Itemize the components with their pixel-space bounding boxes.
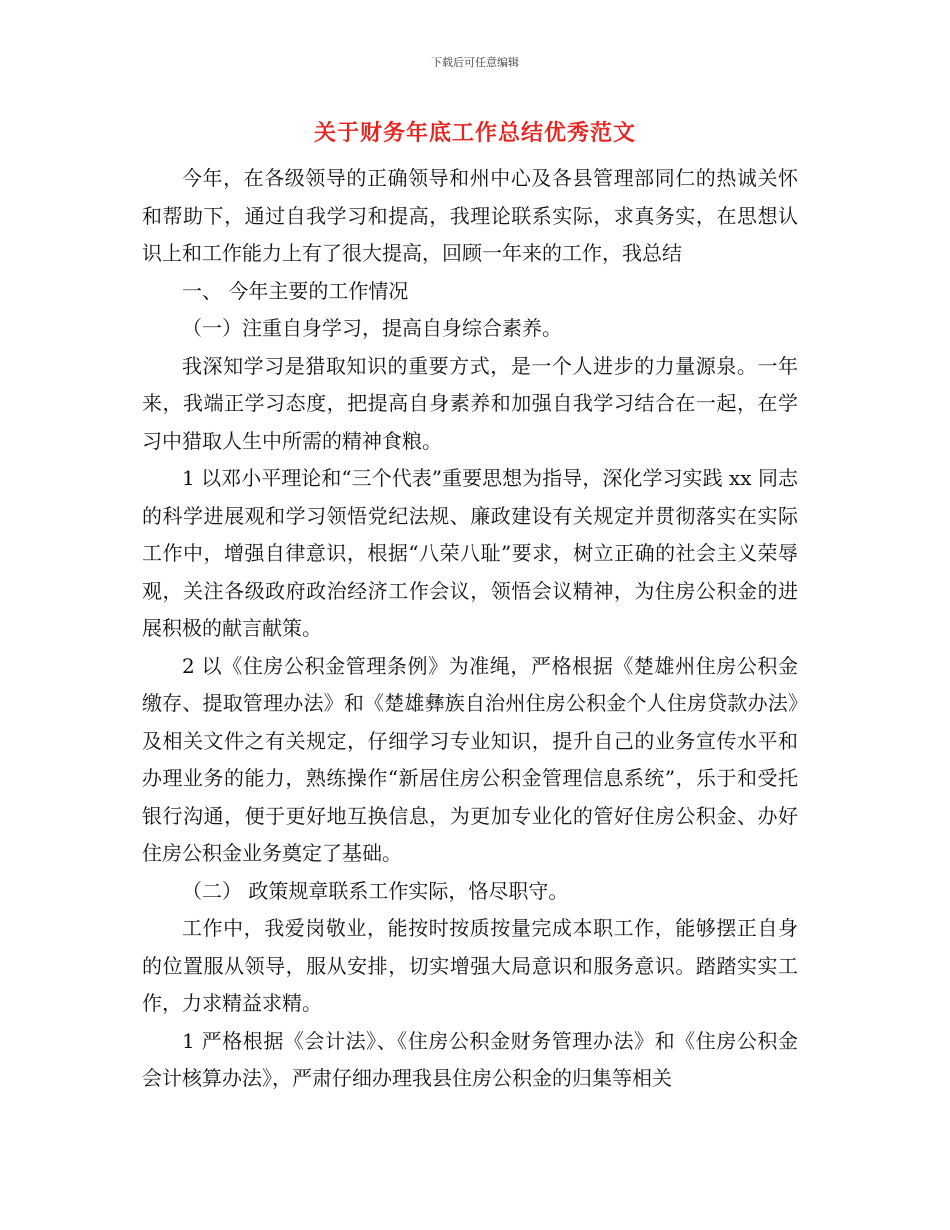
paragraph: 我深知学习是猎取知识的重要方式，是一个人进步的力量源泉。一年来，我端正学习态度，把提高自身素养和加强自我学习结合在一起，在学习中猎取人生中所需的精神食粮。: [142, 353, 798, 453]
document-body: [142, 160, 798, 1098]
paragraph: 工作中，我爱岗敬业，能按时按质按量完成本职工作，能够摆正自身的位置服从领导，服从安排，切实增强大局意识和服务意识。踏踏实实工作，力求精益求精。: [142, 916, 798, 1015]
header-note: 下载后可任意编辑: [431, 56, 519, 69]
paragraph-intro: 今年，在各级领导的正确领导和州中心及各县管理部同仁的热诚关怀和帮助下，通过自我学习和提高，我理论联系实际，求真务实，在思想认识上和工作能力上有了很大提高，回顾一年来的工作，我总结: [142, 166, 798, 265]
subsection-heading: （一）注重自身学习，提高自身综合素养。: [182, 316, 562, 340]
document-title: 关于财务年底工作总结优秀范文: [313, 121, 636, 146]
paragraph: 1 严格根据《会计法》、《住房公积金财务管理办法》和《住房公积金会计核算办法》，严肃仔细办理我县住房公积金的归集等相关: [142, 1028, 798, 1090]
paragraph: 1 以邓小平理论和“三个代表”重要思想为指导，深化学习实践 xx 同志的科学进展观和学习领悟党纪法规、廉政建设有关规定并贯彻落实在实际工作中，增强自律意识，根据“八荣八耻”要求，树立正确的社会主义荣辱观，关注各级政府政治经济工作会议，领悟会议精神，为住房公积金的进展积极的献言献策。: [142, 466, 798, 640]
paragraph: 2 以《住房公积金管理条例》为准绳，严格根据《楚雄州住房公积金缴存、提取管理办法》和《楚雄彝族自治州住房公积金个人住房贷款办法》及相关文件之有关规定，仔细学习专业知识，提升自己的业务宣传水平和办理业务的能力，熟练操作“新居住房公积金管理信息系统”，乐于和受托银行沟通，便于更好地互换信息，为更加专业化的管好住房公积金、办好住房公积金业务奠定了基础。: [142, 653, 798, 865]
section-heading: 一、 今年主要的工作情况: [182, 278, 409, 303]
subsection-heading: （二） 政策规章联系工作实际，恪尽职守。: [182, 878, 569, 903]
